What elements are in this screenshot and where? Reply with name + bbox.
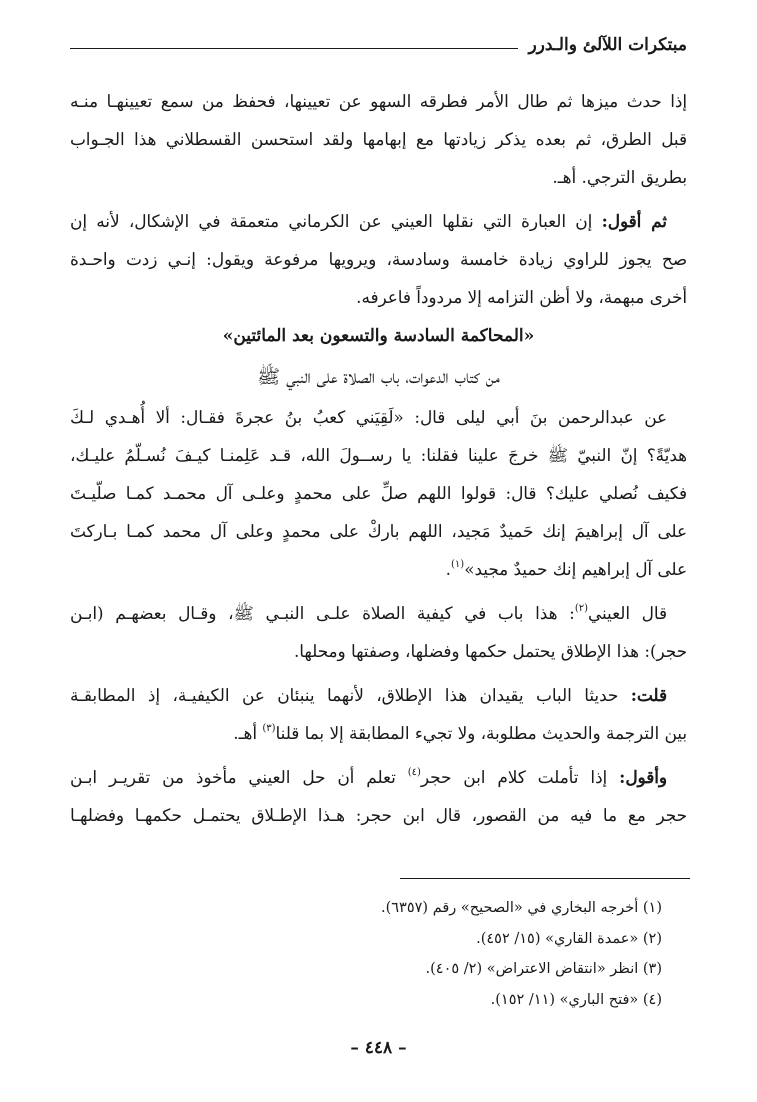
hadith-paragraph (70, 398, 687, 588)
footnote-ref: (٤) (407, 767, 421, 778)
footnotes (70, 893, 662, 1015)
text-line: على آل إبراهيم إنك حميدٌ مجيد»$^{(١)}$. (445, 559, 687, 579)
paragraph-2 (70, 202, 687, 316)
lead-word: وأقول: (619, 767, 667, 787)
paragraph-1 (70, 82, 687, 196)
text-line: ثم أقول: إن العبارة التي نقلها العيني عن الكرماني متعمقة في الإشكال، لأنه إن (70, 211, 667, 231)
text-line: هديّةً؟ إنّ النبيّ ﷺ خرجَ علينا فقلنا: يا رســولَ الله، قـد عَلِمنـا كيـفَ نُسـلّمُ عليـك، (70, 445, 687, 465)
section-title: «المحاكمة السادسة والتسعون بعد المائتين» (222, 326, 535, 346)
text-line: فكيف نُصلي عليك؟ قال: قولوا اللهم صلِّ على محمدٍ وعلـى آل محمـد كمـا صلّيـتَ (70, 483, 687, 503)
footnote: (١) أخرجه البخاري في «الصحيح» رقم (٦٣٥٧). (380, 900, 662, 916)
footnote-separator (400, 878, 690, 879)
text-line: على آل إبراهيمَ إنك حَميدٌ مَجيد، اللهم باركْ على محمدٍ وعلى آل محمد كمـا بـاركتَ (70, 521, 687, 541)
running-title: مبتكرات اللآلئ والـدرر (528, 35, 687, 55)
footnote: (٤) «فتح الباري» (١١/ ١٥٢). (490, 991, 662, 1008)
text-line: بين الترجمة والحديث مطلوبة، ولا تجيء المطابقة إلا بما قلنا$^{(٣)}$ أهـ. (233, 723, 687, 743)
footnote-ref: (١) (451, 559, 465, 570)
text-line: وأقول: إذا تأملت كلام ابن حجر$^{(٤)}$ تعلم أن حل العيني مأخوذ من تقريـر ابـن (70, 767, 667, 787)
page-number: – ٤٤٨ – (350, 1038, 407, 1058)
text-line: حجر): هذا الإطلاق يحتمل حكمها وفضلها، وصفتها ومحلها. (293, 641, 687, 661)
text-line: قال العيني$^{(٢)}$: هذا باب في كيفية الصلاة علـى النبـي ﷺ، وقـال بعضهـم (ابـن (70, 603, 667, 623)
text-line: صح يجوز للراوي زيادة خامسة وسادسة، ويرويها مرفوعة ويقول: إنـي زدت واحـدة (70, 249, 687, 269)
text-line: قلت: حديثا الباب يقيدان هذا الإطلاق، لأنهما ينبئان عن الكيفيـة، إذ المطابقـة (70, 685, 667, 705)
footnote: (٢) «عمدة القاري» (١٥/ ٤٥٢). (476, 930, 662, 947)
paragraph-6 (70, 758, 687, 834)
paragraph-5 (70, 676, 687, 752)
lead-word: ثم أقول: (601, 211, 667, 231)
text-line: بطريق الترجي. أهـ. (552, 167, 687, 187)
text-line: إذا حدث ميزها ثم طال الأمر فطرقه السهو عن تعيينها، فحفظ من سمع تعيينهـا منـه (70, 91, 687, 111)
text-line: حجر مع ما فيه من القصور، قال ابن حجر: هـذا الإطـلاق يحتمـل حكمهـا وفضلهـا (70, 805, 687, 825)
text-line: عن عبدالرحمن بنَ أبي ليلى قال: «لَقِيَني كعبُ بنُ عجرةَ فقـال: ألا أُهـدي لـكَ (70, 407, 667, 427)
footnote: (٣) انظر «انتقاض الاعتراض» (٢/ ٤٠٥). (425, 961, 662, 977)
header-rule (70, 48, 518, 49)
text-line: أخرى مبهمة، ولا أظن التزامه إلا مردوداً فاعرفه. (356, 287, 687, 307)
section-subtitle: من كتاب الدعوات، باب الصلاة على النبي ﷺ (257, 366, 500, 388)
footnote-ref: (٣) (262, 723, 276, 734)
footnote-ref: (٢) (574, 603, 588, 614)
lead-word: قلت: (630, 685, 667, 705)
paragraph-4 (70, 594, 687, 670)
text-line: قبل الطرق، ثم بعده يذكر زيادتها مع إبهامها ولقد استحسن القسطلاني هذا الجـواب (70, 129, 687, 149)
main-text (70, 82, 687, 834)
running-header (70, 28, 687, 62)
